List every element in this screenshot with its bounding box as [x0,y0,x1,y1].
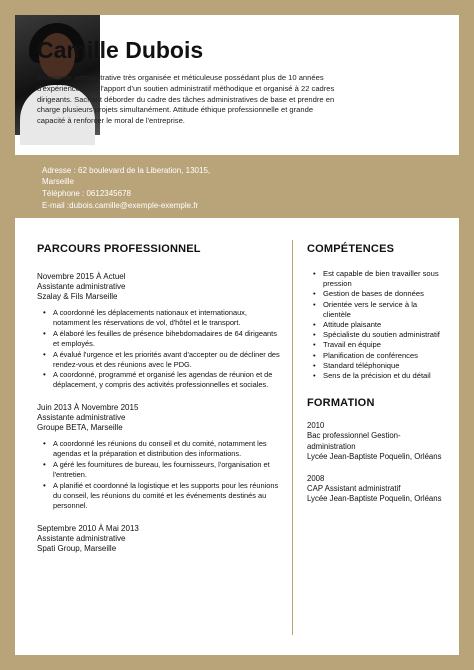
profile-summary: Assistante administrative très organisée et méticuleuse possédant plus de 10 années d'expérience dans l'apport d'un soutien administratif méthodique et organisé à 22 cadres dirigeants. Sachant déborder du cadre des tâches administratives de base et prendre en charge plusieurs projets simultanément. Attitude éthique professionnelle et grande capacité à renforcer le moral de l'entreprise. [37,73,335,126]
job-company: Groupe BETA, Marseille [37,423,123,433]
job-dates: Septembre 2010 À Mai 2013 [37,523,139,533]
skill-item: • Attitude plaisante [323,320,447,330]
job-entry [37,524,282,554]
candidate-name: Camille Dubois [37,37,204,63]
skill-item: • Sens de la précision et du détail [323,371,447,381]
education-degree: Bac professionnel Gestion-administration [307,431,401,451]
job-bullet: • A coordonné les déplacements nationaux et internationaux, notamment les réservations de vol, d'hôtel et le transport. [53,308,282,328]
job-bullet: • A évalué l'urgence et les priorités avant d'accepter ou de décliner des rendez-vous et des réunions avec le PDG. [53,350,282,370]
education-heading: FORMATION [307,397,375,410]
job-bullet: • A coordonné, programmé et organisé les agendas de réunion et de déplacement, y compris des activités professionnelles et sociales. [53,370,282,390]
education-year: 2010 [307,421,325,431]
column-divider [292,240,293,635]
education-degree: CAP Assistant administratif [307,484,401,494]
skill-item: • Standard téléphonique [323,361,447,371]
experience-section [37,243,282,554]
job-entry [37,403,282,510]
job-bullets [37,308,282,390]
skill-item: • Est capable de bien travailler sous pression [323,269,447,289]
education-year: 2008 [307,474,325,484]
education-school: Lycée Jean-Baptiste Poquelin, Orléans [307,451,442,461]
skills-heading: COMPÉTENCES [307,243,395,255]
contact-address-city: Marseille [42,177,75,186]
contact-banner [15,155,459,218]
education-school: Lycée Jean-Baptiste Poquelin, Orléans [307,494,442,504]
job-role: Assistante administrative [37,413,126,423]
resume-page [15,15,459,655]
skill-item: • Travail en équipe [323,340,447,350]
education-entry [307,474,447,505]
job-bullet: • A élaboré les feuilles de présence bihebdomadaires de 64 dirigeants et employés. [53,329,282,349]
sidebar-column [307,243,447,505]
job-role: Assistante administrative [37,282,126,291]
job-role: Assistante administrative [37,533,126,543]
job-entry [37,272,282,390]
skill-item: • Gestion de bases de données [323,289,447,299]
job-bullets [37,439,282,510]
experience-heading: PARCOURS PROFESSIONNEL [37,243,201,255]
skill-item: • Orientée vers le service à la clientèle [323,300,447,320]
contact-email[interactable]: E-mail :dubois.camille@exemple-exemple.fr [42,201,199,210]
skill-item: • Planification de conférences [323,351,447,361]
skills-list [307,269,447,381]
skill-item: • Spécialiste du soutien administratif [323,330,447,340]
job-company: Szalay & Fils Marseille [37,292,118,301]
job-dates: Juin 2013 À Novembre 2015 [37,403,139,413]
contact-address: Adresse : 62 boulevard de la Liberation, 13015, [42,166,211,175]
job-company: Spati Group, Marseille [37,543,117,553]
job-dates: Novembre 2015 À Actuel [37,272,126,281]
job-bullet: • A géré les fournitures de bureau, les fournisseurs, l'organisation et l'entretien. [53,460,282,480]
job-bullet: • A planifié et coordonné la logistique et les supports pour les réunions du conseil, les réunions du comité et les événements destinés au personnel. [53,481,282,511]
education-entry [307,421,447,462]
job-bullet: • A coordonné les réunions du conseil et du comité, notamment les agendas et la préparation et distribution des informations. [53,439,282,459]
contact-phone: Téléphone : 0612345678 [42,189,131,198]
